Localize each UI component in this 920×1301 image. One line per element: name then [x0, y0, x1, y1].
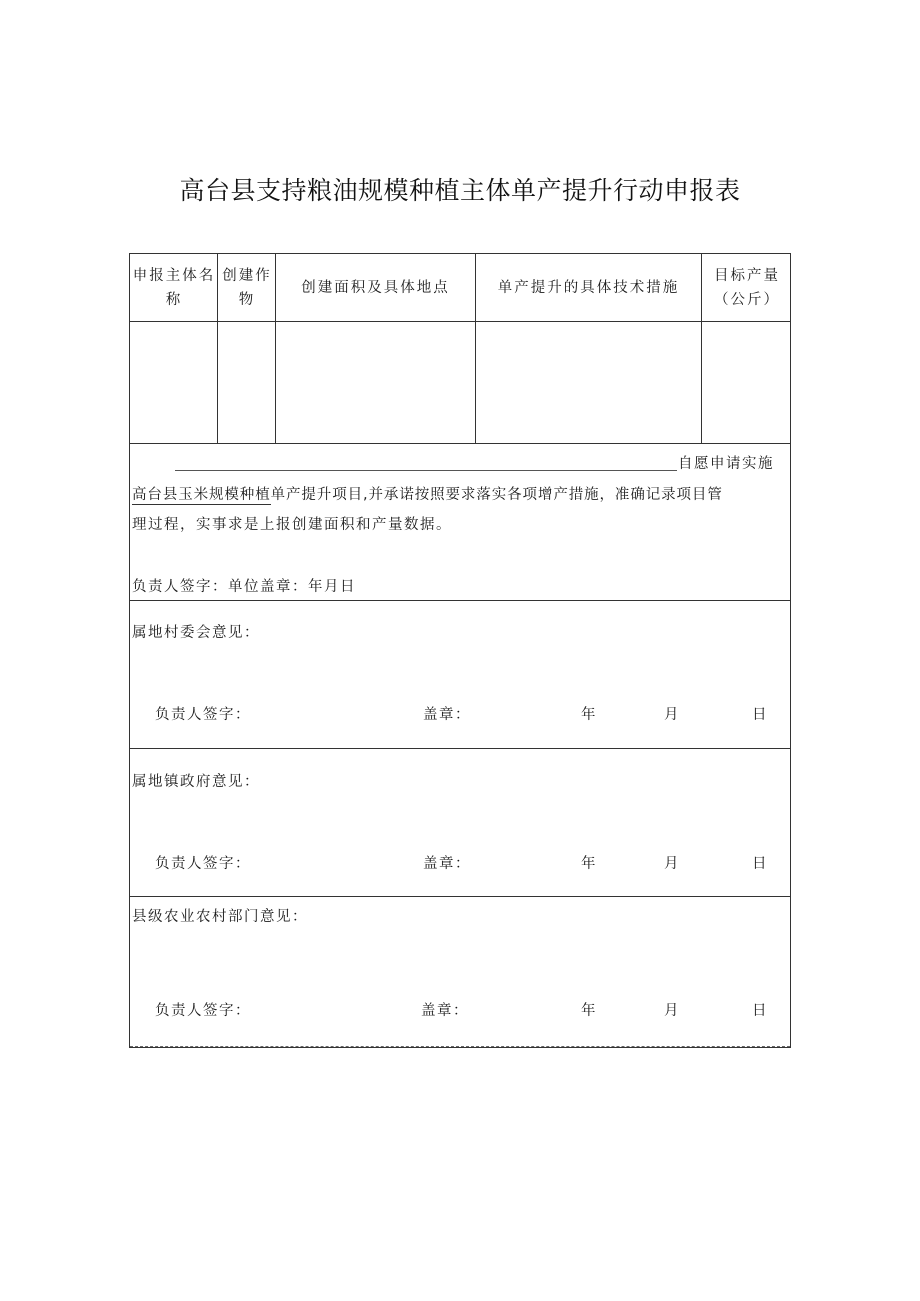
town-month-label: 月 [664, 856, 680, 872]
county-seal-label: 盖章： [421, 1003, 469, 1019]
county-opinion-label: 县级农业农村部门意见： [132, 909, 308, 925]
town-signer-label: 负责人签字： [155, 856, 251, 872]
row-divider-town [130, 748, 790, 749]
row-divider-pledge [130, 443, 790, 444]
applicant-blank-line[interactable] [175, 470, 677, 471]
pledge-sign-line: 负责人签字：单位盖章：年月日 [132, 579, 356, 595]
village-day-label: 日 [752, 707, 768, 723]
county-signer-label: 负责人签字： [155, 1003, 251, 1019]
county-day-label: 日 [752, 1003, 768, 1019]
target-yield-field[interactable] [702, 322, 790, 443]
applicant-name-field[interactable] [130, 322, 217, 443]
village-year-label: 年 [581, 707, 597, 723]
county-year-label: 年 [581, 1003, 597, 1019]
header-applicant-name: 申报主体名称 [132, 267, 216, 308]
town-year-label: 年 [581, 856, 597, 872]
header-crop: 创建作物 [222, 267, 272, 308]
header-area-location: 创建面积及具体地点 [301, 279, 450, 296]
village-seal-label: 盖章： [423, 707, 471, 723]
application-form [129, 253, 791, 1048]
row-divider-village [130, 600, 790, 601]
project-name: 高台县玉米规模种植 [132, 487, 271, 503]
pledge-line-2 [132, 485, 723, 505]
tech-measures-field[interactable] [476, 322, 701, 443]
county-month-label: 月 [664, 1003, 680, 1019]
crop-field[interactable] [218, 322, 275, 443]
town-seal-label: 盖章： [423, 856, 471, 872]
pledge-line-3: 理过程，实事求是上报创建面积和产量数据。 [132, 517, 452, 533]
pledge-line-2-rest: 单产提升项目,并承诺按照要求落实各项增产措施，准确记录项目管 [270, 487, 723, 503]
form-title: 高台县支持粮油规模种植主体单产提升行动申报表 [179, 176, 741, 205]
header-target-yield: 目标产量（公斤） [714, 267, 780, 308]
area-location-field[interactable] [276, 322, 475, 443]
village-signer-label: 负责人签字： [155, 707, 251, 723]
town-day-label: 日 [752, 856, 768, 872]
village-month-label: 月 [664, 707, 680, 723]
village-opinion-label: 属地村委会意见： [132, 625, 260, 641]
header-tech-measures: 单产提升的具体技术措施 [497, 279, 680, 296]
bottom-dashed-rule [130, 1046, 790, 1047]
town-opinion-label: 属地镇政府意见： [132, 774, 260, 790]
row-divider-county [130, 896, 790, 897]
pledge-suffix: 自愿申请实施 [678, 456, 774, 472]
